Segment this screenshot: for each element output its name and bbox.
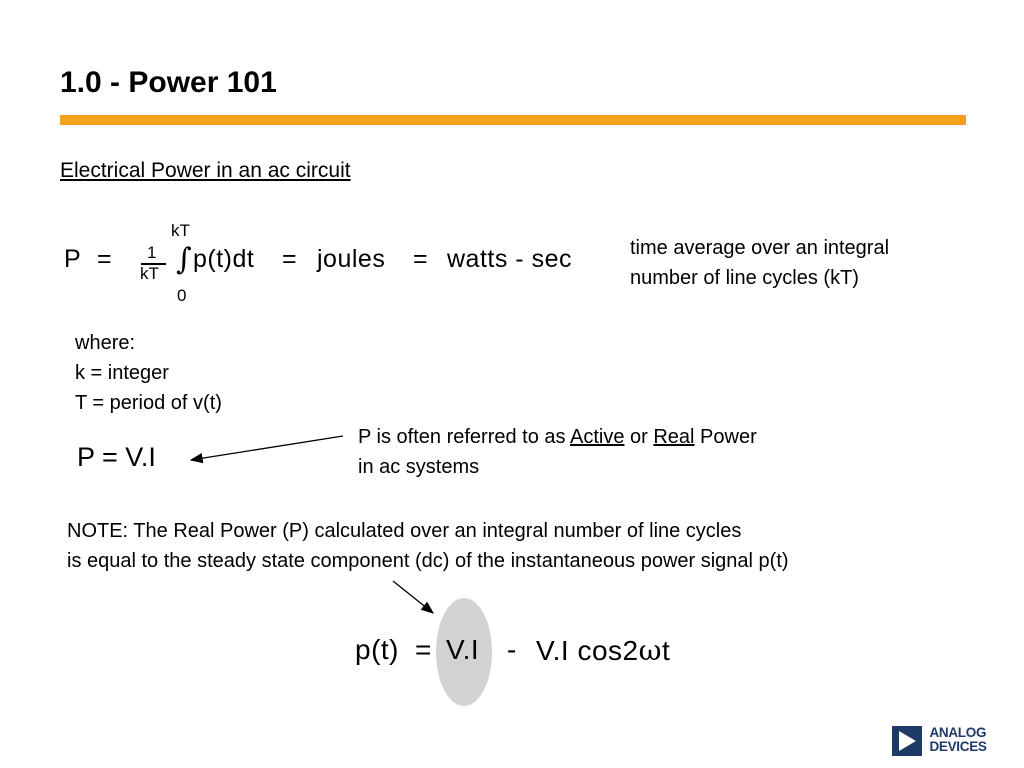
annotation2-text-a: P is often referred to as	[358, 426, 570, 448]
eq1-watts-sec: watts - sec	[447, 245, 572, 273]
eq3-ac-term-text: V.I cos2	[536, 635, 639, 666]
section-subtitle: Electrical Power in an ac circuit	[60, 159, 351, 182]
annotation1-line1: time average over an integral	[630, 237, 890, 259]
active-real-power-annotation	[358, 422, 757, 482]
active-term: Active	[569, 426, 625, 448]
eq3-lhs: p(t)	[355, 634, 399, 665]
steady-state-note	[67, 516, 789, 576]
integral-sign-icon: ∫	[176, 242, 192, 277]
arrow-to-dc-component	[393, 581, 433, 613]
eq3-ac-term	[536, 634, 670, 667]
where-t-definition: T = period of v(t)	[75, 392, 222, 414]
eq3-t: t	[661, 635, 671, 666]
omega-symbol: ω	[638, 634, 662, 667]
eq3-equals: =	[415, 634, 432, 665]
eq3-minus: -	[507, 634, 517, 665]
eq1-equals-2: =	[282, 245, 298, 273]
eq1-fraction-denominator: kT	[140, 264, 159, 283]
eq1-fraction-numerator: 1	[147, 243, 157, 262]
eq1-integrand: p(t)dt	[193, 245, 255, 273]
annotation2-line2: in ac systems	[358, 456, 480, 478]
annotation2-text-power: Power	[694, 426, 757, 448]
slide-title: 1.0 - Power 101	[60, 66, 277, 99]
note-line2: is equal to the steady state component (dc) of the instantaneous power signal p(t)	[67, 550, 789, 572]
annotation1-line2: number of line cycles (kT)	[630, 267, 859, 289]
annotation2-line1	[358, 422, 757, 452]
eq1-joules: joules	[317, 245, 386, 273]
where-heading: where:	[75, 332, 136, 354]
eq1-lhs: P	[64, 245, 82, 273]
logo-line2: DEVICES	[929, 739, 987, 754]
analog-devices-triangle-icon	[892, 726, 922, 756]
analog-devices-logo	[892, 726, 987, 756]
real-power-equation: P = V.I	[77, 442, 156, 472]
eq1-equals: =	[97, 245, 113, 273]
real-term: Real	[653, 426, 695, 448]
where-k-definition: k = integer	[75, 362, 169, 384]
arrow-to-real-power-equation	[191, 436, 343, 460]
logo-wordmark	[929, 726, 986, 754]
eq1-integral-lower-limit: 0	[177, 286, 187, 305]
logo-line1: ANALOG	[929, 725, 987, 740]
eq1-equals-3: =	[413, 245, 429, 273]
annotation2-text-or: or	[624, 426, 654, 448]
eq3-dc-term: V.I	[446, 634, 480, 665]
eq1-integral-upper-limit: kT	[171, 221, 190, 240]
note-line1: NOTE: The Real Power (P) calculated over an integral number of line cycles	[67, 520, 742, 542]
